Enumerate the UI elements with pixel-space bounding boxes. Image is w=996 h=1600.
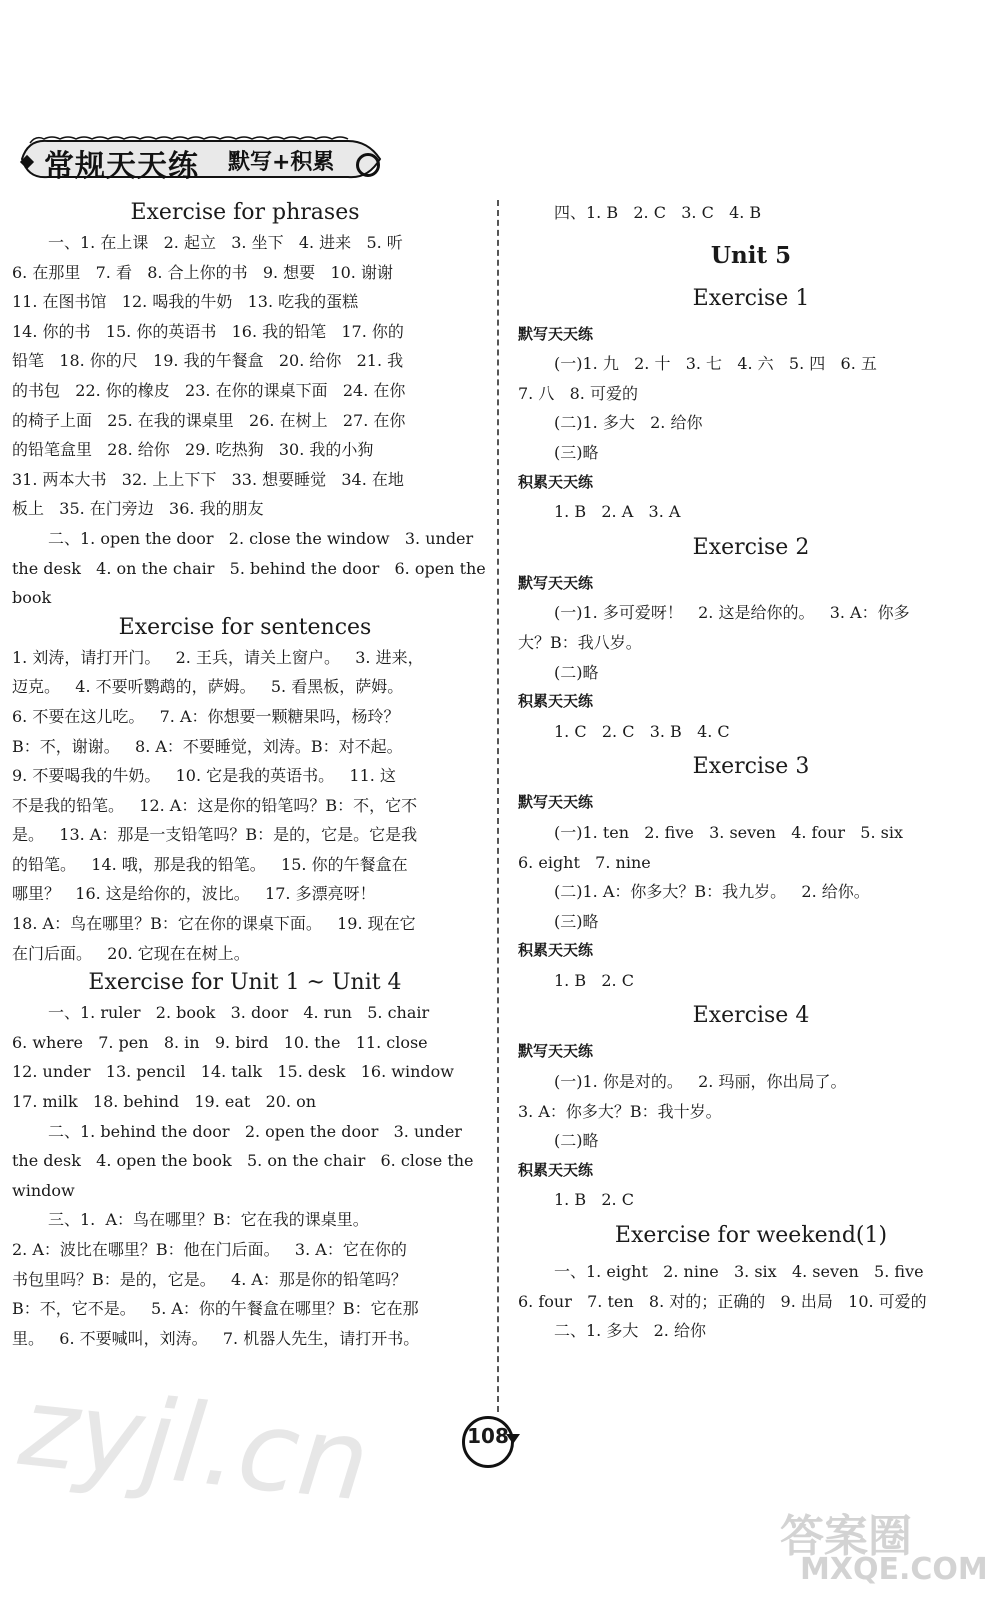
- exercise-3-title: Exercise 3: [692, 754, 810, 780]
- triangle-down-icon: [506, 1434, 520, 1444]
- answer-line: the desk 4. on the chair 5. behind the door 6. open the: [12, 558, 486, 578]
- dictation-heading: 默写天天练: [518, 793, 594, 812]
- answer-line: 铅笔 18. 你的尺 19. 我的午餐盒 20. 给你 21. 我: [12, 351, 404, 371]
- answer-line: 1. 刘涛，请打开门。 2. 王兵，请关上窗户。 3. 进来，: [12, 647, 424, 667]
- answer-line: 板上 35. 在门旁边 36. 我的朋友: [12, 499, 264, 519]
- answer-line: 18. A：鸟在哪里？B：它在你的课桌下面。 19. 现在它: [12, 914, 416, 934]
- answer-line: 14. 你的书 15. 你的英语书 16. 我的铅笔 17. 你的: [12, 321, 404, 341]
- banner-subtitle: 默写+积累: [228, 150, 335, 175]
- answer-line: 12. under 13. pencil 14. talk 15. desk 16. window: [12, 1062, 454, 1082]
- exercise-4-title: Exercise 4: [692, 1003, 810, 1029]
- sentences-title: Exercise for sentences: [118, 614, 372, 640]
- watermark-url: MXQE.COM: [800, 1552, 988, 1587]
- answer-line: 9. 不要喝我的牛奶。 10. 它是我的英语书。 11. 这: [12, 766, 396, 786]
- answer-line: 一、1. 在上课 2. 起立 3. 坐下 4. 进来 5. 听: [48, 233, 403, 252]
- exercise-2-title: Exercise 2: [692, 534, 810, 560]
- answer-line: (一)1. 你是对的。 2. 玛丽，你出局了。: [554, 1072, 847, 1092]
- answer-line: (一)1. 九 2. 十 3. 七 4. 六 5. 四 6. 五: [554, 354, 877, 374]
- answer-line: 的书包 22. 你的橡皮 23. 在你的课桌下面 24. 在你: [12, 380, 406, 400]
- answer-line: 三、1. A：鸟在哪里？B：它在我的课桌里。: [48, 1210, 369, 1230]
- banner-title: 常规天天练: [44, 149, 199, 184]
- answer-line: 1. C 2. C 3. B 4. C: [554, 721, 730, 741]
- accumulation-heading: 积累天天练: [518, 1160, 594, 1179]
- exercise-1-title: Exercise 1: [692, 285, 810, 311]
- answer-line: 是。 13. A：那是一支铅笔吗？B：是的，它是。它是我: [12, 825, 418, 845]
- unit-title: Unit 5: [710, 241, 792, 269]
- answer-line: 里。 6. 不要喊叫，刘涛。 7. 机器人先生，请打开书。: [12, 1328, 420, 1348]
- answer-line: (二)1. 多大 2. 给你: [554, 413, 703, 433]
- answer-line: 一、1. eight 2. nine 3. six 4. seven 5. five: [554, 1262, 924, 1282]
- column-divider: [497, 200, 499, 1412]
- watermark-logo: 答案圈: [780, 1511, 912, 1562]
- phrases-body: [12, 228, 486, 613]
- page-number: 108: [467, 1424, 509, 1448]
- answer-line: 二、1. behind the door 2. open the door 3. under: [48, 1121, 462, 1141]
- phrases-title: Exercise for phrases: [130, 200, 360, 225]
- answer-line: (二)1. A：你多大？B：我九岁。 2. 给你。: [554, 882, 870, 902]
- accumulation-heading: 积累天天练: [518, 472, 594, 491]
- answer-line: 的铅笔。 14. 哦，那是我的铅笔。 15. 你的午餐盒在: [12, 854, 408, 874]
- answer-line: B：不，谢谢。 8. A：不要睡觉，刘涛。B：对不起。: [12, 736, 403, 756]
- answer-line: (二)略: [554, 662, 599, 682]
- dictation-heading: 默写天天练: [518, 324, 594, 343]
- answer-line: 6. four 7. ten 8. 对的；正确的 9. 出局 10. 可爱的: [518, 1291, 927, 1311]
- answer-line: 31. 两本大书 32. 上上下下 33. 想要睡觉 34. 在地: [12, 469, 404, 489]
- answer-line: 1. B 2. C: [554, 970, 634, 990]
- answer-line: 一、1. ruler 2. book 3. door 4. run 5. chair: [48, 1003, 430, 1023]
- left-column: [12, 198, 486, 1353]
- answer-line: 6. eight 7. nine: [518, 852, 651, 872]
- answer-line: 不是我的铅笔。 12. A：这是你的铅笔吗？B：不，它不: [12, 795, 418, 815]
- answer-line: the desk 4. open the book 5. on the chair 6. close the: [12, 1151, 474, 1171]
- dictation-heading: 默写天天练: [518, 1042, 594, 1061]
- answer-line: 二、1. open the door 2. close the window 3. under: [48, 528, 474, 548]
- answer-line: 1. B 2. A 3. A: [554, 502, 681, 522]
- answer-line: 6. 在那里 7. 看 8. 合上你的书 9. 想要 10. 谢谢: [12, 262, 393, 282]
- answer-line: window: [12, 1180, 75, 1200]
- answer-line: 哪里？ 16. 这是给你的，波比。 17. 多漂亮呀！: [12, 884, 376, 904]
- answer-line: 11. 在图书馆 12. 喝我的牛奶 13. 吃我的蛋糕: [12, 292, 359, 312]
- answer-line: (三)略: [554, 911, 599, 931]
- answer-line: 2. A：波比在哪里？B：他在门后面。 3. A：它在你的: [12, 1240, 407, 1259]
- answer-line: 二、1. 多大 2. 给你: [554, 1321, 706, 1341]
- watermark: zyjl.cn: [14, 1362, 375, 1526]
- weekend-title: Exercise for weekend(1): [614, 1223, 888, 1249]
- answer-line: 书包里吗？B：是的，它是。 4. A：那是你的铅笔吗？: [12, 1269, 407, 1289]
- answer-line: 四、1. B 2. C 3. C 4. B: [554, 203, 762, 222]
- answer-line: (一)1. ten 2. five 3. seven 4. four 5. six: [554, 822, 904, 842]
- answer-line: 1. B 2. C: [554, 1190, 634, 1210]
- answer-line: B：不，它不是。 5. A：你的午餐盒在哪里？B：它在那: [12, 1299, 419, 1319]
- section-banner: [18, 133, 370, 185]
- answer-line: book: [12, 588, 52, 608]
- answer-line: 6. 不要在这儿吃。 7. A：你想要一颗糖果吗，杨玲？: [12, 706, 400, 726]
- answer-line: 的椅子上面 25. 在我的课桌里 26. 在树上 27. 在你: [12, 410, 406, 430]
- accumulation-heading: 积累天天练: [518, 941, 594, 960]
- answer-line: 6. where 7. pen 8. in 9. bird 10. the 11. close: [12, 1032, 428, 1052]
- units-body: [12, 998, 478, 1353]
- answer-line: 3. A：你多大？B：我十岁。: [518, 1101, 722, 1121]
- answer-line: 迈克。 4. 不要听鹦鹉的，萨姆。 5. 看黑板，萨姆。: [12, 677, 404, 697]
- answer-line: 大？B：我八岁。: [518, 632, 642, 652]
- page-number-badge: [462, 1408, 522, 1468]
- answer-line: 7. 八 8. 可爱的: [518, 383, 638, 403]
- sentences-body: [12, 643, 478, 969]
- answer-line: (二)略: [554, 1131, 599, 1151]
- answer-line: 的铅笔盒里 28. 给你 29. 吃热狗 30. 我的小狗: [12, 440, 374, 460]
- answer-line: (三)略: [554, 442, 599, 462]
- answer-line: 在门后面。 20. 它现在在树上。: [12, 943, 250, 963]
- dictation-heading: 默写天天练: [518, 573, 594, 592]
- right-column: [518, 198, 984, 1346]
- accumulation-heading: 积累天天练: [518, 692, 594, 711]
- clock-icon: [356, 153, 380, 177]
- answer-line: 17. milk 18. behind 19. eat 20. on: [12, 1092, 317, 1112]
- answer-line: (一)1. 多可爱呀！ 2. 这是给你的。 3. A：你多: [554, 603, 910, 623]
- units-title: Exercise for Unit 1 ~ Unit 4: [88, 970, 402, 996]
